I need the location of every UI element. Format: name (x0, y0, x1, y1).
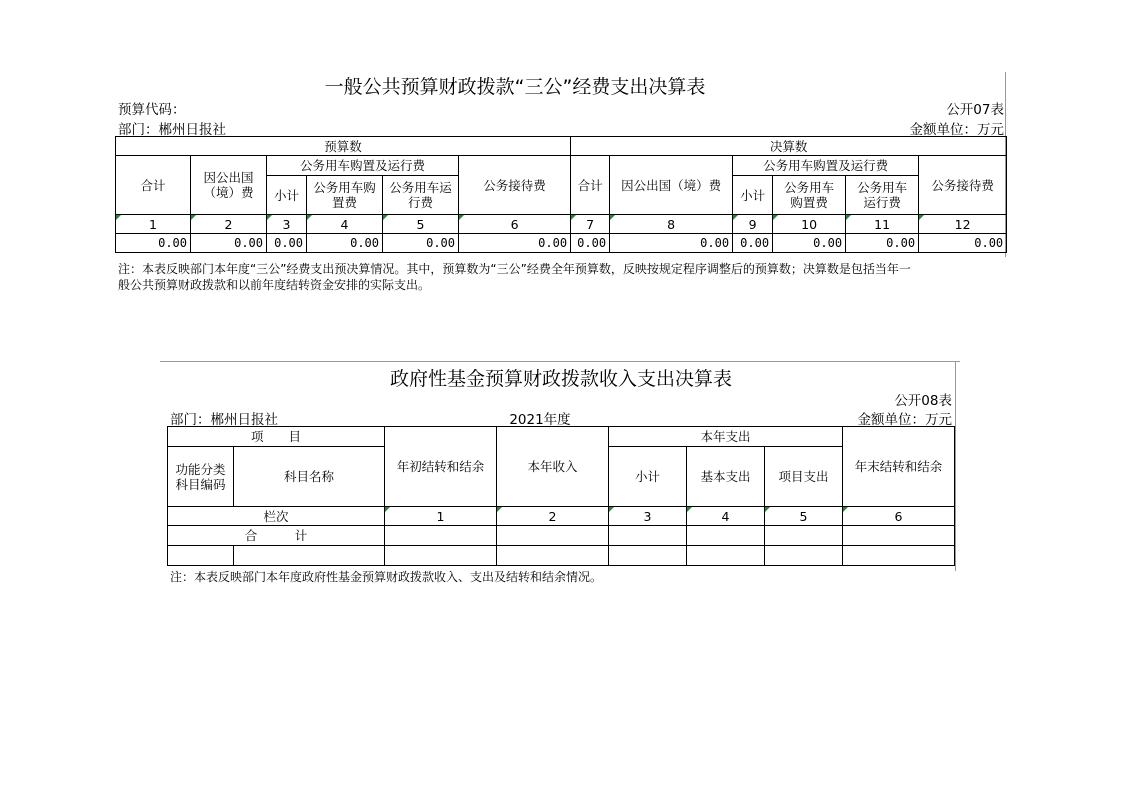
header-vehicle-purchase-budget: 公务用车购置费 (307, 176, 383, 215)
header-vehicle-purchase-final: 公务用车购置费 (773, 176, 846, 215)
empty-cell (385, 526, 497, 546)
col-number: 10 (773, 215, 846, 234)
empty-cell (497, 526, 609, 546)
table2-title: 政府性基金预算财政拨款收入支出决算表 (389, 368, 732, 390)
empty-cell (385, 546, 497, 566)
department-label: 部门：郴州日报社 (118, 122, 226, 138)
form-number-07: 公开07表 (946, 102, 1004, 118)
value-cell: 0.00 (846, 234, 919, 253)
sangong-expense-table (115, 136, 1007, 253)
sheet-border-top (160, 361, 960, 362)
header-subtotal: 小计 (609, 447, 687, 507)
col-number: 4 (307, 215, 383, 234)
col-number: 1 (385, 507, 497, 526)
empty-cell (687, 546, 765, 566)
col-number: 7 (571, 215, 610, 234)
value-cell: 0.00 (307, 234, 383, 253)
header-vehicle-run-budget: 公务用车运行费 (383, 176, 459, 215)
amount-unit-label: 金额单位：万元 (909, 122, 1004, 138)
value-cell: 0.00 (610, 234, 733, 253)
header-total-budget: 合计 (116, 156, 191, 215)
table1-title: 一般公共预算财政拨款“三公”经费支出决算表 (324, 76, 706, 98)
header-project-expense: 项目支出 (765, 447, 843, 507)
table1-note-line1: 注：本表反映部门本年度“三公”经费支出预决算情况。其中，预算数为“三公”经费全年预算数，反映按规定程序调整后的预算数；决算数是包括当年一 (118, 262, 911, 276)
value-cell: 0.00 (459, 234, 571, 253)
value-cell: 0.00 (919, 234, 1007, 253)
col-number: 5 (383, 215, 459, 234)
empty-cell (765, 526, 843, 546)
col-number: 11 (846, 215, 919, 234)
amount-unit-label-2: 金额单位：万元 (857, 412, 952, 428)
value-cell: 0.00 (267, 234, 307, 253)
col-number: 1 (116, 215, 191, 234)
empty-cell (765, 546, 843, 566)
header-vehicle-group-budget: 公务用车购置及运行费 (267, 156, 459, 176)
col-number: 4 (687, 507, 765, 526)
col-number: 12 (919, 215, 1007, 234)
empty-cell (609, 526, 687, 546)
header-vehicle-group-final: 公务用车购置及运行费 (733, 156, 919, 176)
department-label-2: 部门：郴州日报社 (170, 412, 278, 428)
value-cell: 0.00 (191, 234, 267, 253)
value-cell: 0.00 (773, 234, 846, 253)
form-number-08: 公开08表 (894, 393, 952, 409)
value-cell: 0.00 (383, 234, 459, 253)
table1-note-line2: 般公共预算财政拨款和以前年度结转资金安排的实际支出。 (118, 278, 431, 292)
value-cell: 0.00 (116, 234, 191, 253)
header-function-code: 功能分类科目编码 (168, 447, 234, 507)
empty-cell (843, 546, 955, 566)
empty-cell (843, 526, 955, 546)
col-number: 2 (191, 215, 267, 234)
header-total-final: 合计 (571, 156, 610, 215)
gov-fund-table (167, 426, 955, 566)
col-number: 5 (765, 507, 843, 526)
table2-note: 注：本表反映部门本年度政府性基金预算财政拨款收入、支出及结转和结余情况。 (170, 570, 603, 584)
header-begin-balance: 年初结转和结余 (385, 427, 497, 507)
header-basic-expense: 基本支出 (687, 447, 765, 507)
col-number: 8 (610, 215, 733, 234)
group-budget: 预算数 (116, 137, 571, 156)
col-number: 2 (497, 507, 609, 526)
value-cell: 0.00 (571, 234, 610, 253)
sheet-border-right-2 (955, 361, 956, 571)
empty-cell (497, 546, 609, 566)
col-number: 3 (609, 507, 687, 526)
empty-cell (234, 546, 385, 566)
row-label: 栏次 (168, 507, 385, 526)
empty-cell (687, 526, 765, 546)
budget-code-label: 预算代码： (118, 102, 186, 118)
header-subtotal-budget: 小计 (267, 176, 307, 215)
empty-cell (609, 546, 687, 566)
group-final: 决算数 (571, 137, 1007, 156)
col-number: 9 (733, 215, 773, 234)
header-expense-group: 本年支出 (609, 427, 843, 447)
header-item: 项 目 (168, 427, 385, 447)
col-number: 6 (459, 215, 571, 234)
fiscal-year-label: 2021年度 (509, 412, 571, 428)
col-number: 3 (267, 215, 307, 234)
header-abroad-budget: 因公出国（境）费 (191, 156, 267, 215)
header-abroad-final: 因公出国（境）费 (610, 156, 733, 215)
header-subtotal-final: 小计 (733, 176, 773, 215)
header-vehicle-run-final: 公务用车运行费 (846, 176, 919, 215)
header-end-balance: 年末结转和结余 (843, 427, 955, 507)
header-reception-budget: 公务接待费 (459, 156, 571, 215)
header-subject-name: 科目名称 (234, 447, 385, 507)
col-number: 6 (843, 507, 955, 526)
empty-cell (168, 546, 234, 566)
value-cell: 0.00 (733, 234, 773, 253)
header-income: 本年收入 (497, 427, 609, 507)
total-label: 合 计 (168, 526, 385, 546)
header-reception-final: 公务接待费 (919, 156, 1007, 215)
